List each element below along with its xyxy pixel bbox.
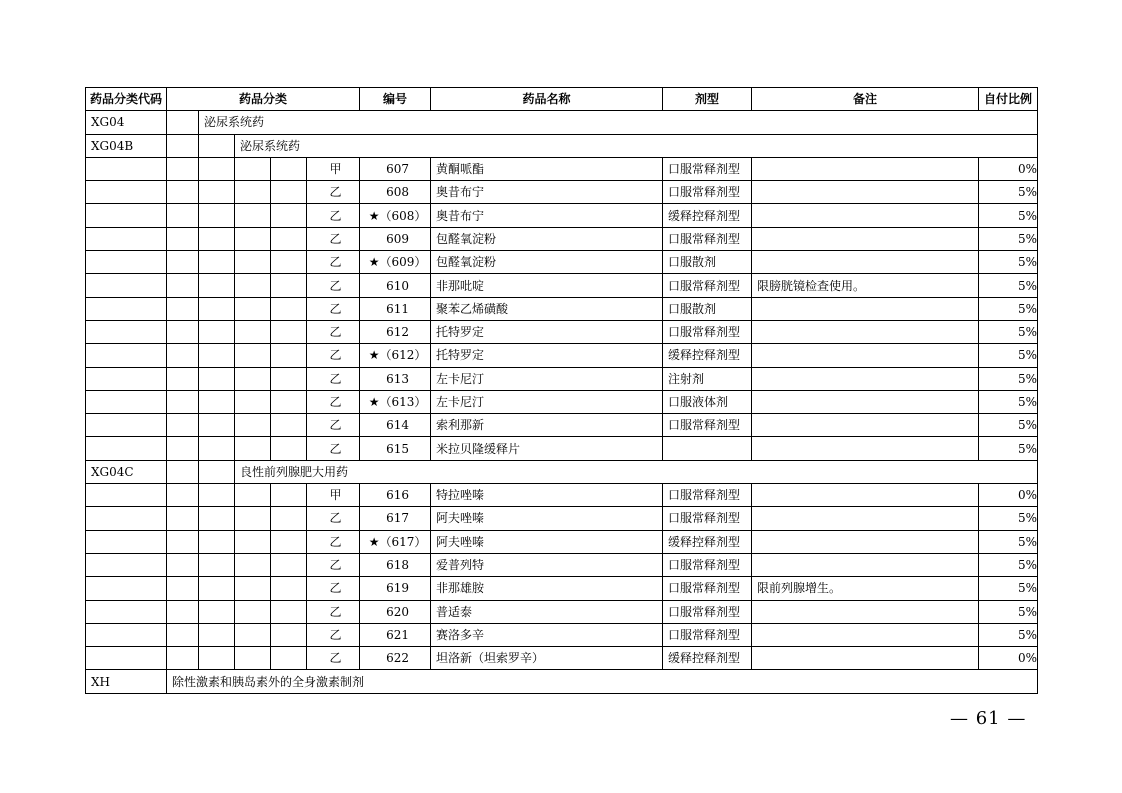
copay-ratio: 5% (979, 553, 1038, 576)
empty-cell (167, 553, 199, 576)
empty-cell (199, 530, 235, 553)
drug-number: 613 (360, 367, 431, 390)
empty-cell (167, 507, 199, 530)
section-name: 除性激素和胰岛素外的全身激素制剂 (167, 670, 1038, 693)
empty-cell (86, 297, 167, 320)
empty-cell (271, 647, 307, 670)
empty-cell (86, 647, 167, 670)
dosage-form: 缓释控释剂型 (663, 204, 752, 227)
remarks (752, 344, 979, 367)
empty-cell (86, 437, 167, 460)
dosage-form: 缓释控释剂型 (663, 530, 752, 553)
drug-name: 非那吡啶 (431, 274, 663, 297)
remarks (752, 390, 979, 413)
empty-cell (235, 530, 271, 553)
empty-cell (271, 274, 307, 297)
empty-cell (235, 507, 271, 530)
dosage-form: 口服常释剂型 (663, 600, 752, 623)
remarks (752, 157, 979, 180)
table-row (86, 437, 1038, 460)
dosage-form: 口服常释剂型 (663, 157, 752, 180)
empty-cell (271, 297, 307, 320)
dosage-form: 缓释控释剂型 (663, 344, 752, 367)
dosage-form: 口服常释剂型 (663, 274, 752, 297)
empty-cell (167, 181, 199, 204)
empty-cell (271, 320, 307, 343)
remarks (752, 297, 979, 320)
drug-number: 618 (360, 553, 431, 576)
header-category-code: 药品分类代码 (86, 88, 167, 111)
indent-cell (167, 460, 199, 483)
empty-cell (86, 227, 167, 250)
drug-grade: 乙 (307, 367, 360, 390)
dosage-form: 口服散剂 (663, 251, 752, 274)
copay-ratio: 5% (979, 204, 1038, 227)
drug-name: 阿夫唑嗪 (431, 507, 663, 530)
empty-cell (167, 414, 199, 437)
empty-cell (271, 227, 307, 250)
drug-name: 左卡尼汀 (431, 390, 663, 413)
drug-grade: 乙 (307, 274, 360, 297)
table-row (86, 647, 1038, 670)
table-row (86, 297, 1038, 320)
empty-cell (271, 204, 307, 227)
empty-cell (86, 414, 167, 437)
empty-cell (167, 367, 199, 390)
empty-cell (271, 437, 307, 460)
dosage-form: 口服常释剂型 (663, 320, 752, 343)
drug-grade: 乙 (307, 414, 360, 437)
empty-cell (86, 553, 167, 576)
empty-cell (199, 367, 235, 390)
empty-cell (86, 181, 167, 204)
empty-cell (86, 600, 167, 623)
drug-number: 614 (360, 414, 431, 437)
remarks (752, 181, 979, 204)
drug-number: 610 (360, 274, 431, 297)
drug-grade: 乙 (307, 344, 360, 367)
empty-cell (167, 647, 199, 670)
drug-number: 611 (360, 297, 431, 320)
dosage-form: 缓释控释剂型 (663, 647, 752, 670)
empty-cell (86, 390, 167, 413)
table-row (86, 181, 1038, 204)
empty-cell (199, 600, 235, 623)
empty-cell (271, 484, 307, 507)
table-row (86, 367, 1038, 390)
empty-cell (86, 623, 167, 646)
empty-cell (199, 297, 235, 320)
dosage-form: 口服常释剂型 (663, 507, 752, 530)
header-dosage-form: 剂型 (663, 88, 752, 111)
table-row (86, 344, 1038, 367)
empty-cell (271, 530, 307, 553)
remarks: 限前列腺增生。 (752, 577, 979, 600)
empty-cell (271, 344, 307, 367)
copay-ratio: 5% (979, 251, 1038, 274)
empty-cell (199, 390, 235, 413)
section-code: XG04C (86, 460, 167, 483)
drug-number: ★（612） (360, 344, 431, 367)
table-row (86, 553, 1038, 576)
empty-cell (235, 437, 271, 460)
empty-cell (167, 320, 199, 343)
empty-cell (235, 227, 271, 250)
drug-grade: 乙 (307, 297, 360, 320)
empty-cell (86, 344, 167, 367)
dosage-form: 口服常释剂型 (663, 181, 752, 204)
dosage-form: 口服常释剂型 (663, 577, 752, 600)
empty-cell (271, 251, 307, 274)
drug-grade: 乙 (307, 390, 360, 413)
drug-grade: 乙 (307, 251, 360, 274)
table-row (86, 623, 1038, 646)
empty-cell (199, 553, 235, 576)
empty-cell (199, 344, 235, 367)
drug-grade: 甲 (307, 484, 360, 507)
copay-ratio: 5% (979, 344, 1038, 367)
section-name: 泌尿系统药 (199, 111, 1038, 134)
drug-name: 奥昔布宁 (431, 181, 663, 204)
drug-name: 包醛氧淀粉 (431, 251, 663, 274)
section-row (86, 460, 1038, 483)
section-row (86, 134, 1038, 157)
drug-grade: 乙 (307, 437, 360, 460)
empty-cell (167, 204, 199, 227)
empty-cell (271, 623, 307, 646)
empty-cell (167, 157, 199, 180)
drug-grade: 乙 (307, 647, 360, 670)
drug-name: 非那雄胺 (431, 577, 663, 600)
drug-name: 坦洛新（坦索罗辛） (431, 647, 663, 670)
drug-catalog-table (85, 87, 1038, 694)
remarks (752, 367, 979, 390)
table-row (86, 274, 1038, 297)
empty-cell (235, 577, 271, 600)
section-name: 良性前列腺肥大用药 (235, 460, 1038, 483)
empty-cell (235, 600, 271, 623)
empty-cell (199, 251, 235, 274)
table-row (86, 157, 1038, 180)
table-row (86, 204, 1038, 227)
remarks (752, 227, 979, 250)
empty-cell (271, 181, 307, 204)
table-row (86, 530, 1038, 553)
remarks (752, 484, 979, 507)
empty-cell (86, 484, 167, 507)
remarks (752, 320, 979, 343)
empty-cell (167, 390, 199, 413)
remarks (752, 507, 979, 530)
empty-cell (235, 204, 271, 227)
empty-cell (86, 507, 167, 530)
drug-number: ★（617） (360, 530, 431, 553)
empty-cell (235, 484, 271, 507)
drug-grade: 乙 (307, 204, 360, 227)
copay-ratio: 5% (979, 390, 1038, 413)
empty-cell (235, 367, 271, 390)
header-copay-ratio: 自付比例 (979, 88, 1038, 111)
drug-name: 赛洛多辛 (431, 623, 663, 646)
empty-cell (271, 553, 307, 576)
empty-cell (235, 623, 271, 646)
table-row (86, 600, 1038, 623)
empty-cell (199, 507, 235, 530)
drug-number: 622 (360, 647, 431, 670)
empty-cell (86, 367, 167, 390)
drug-grade: 乙 (307, 577, 360, 600)
drug-number: ★（609） (360, 251, 431, 274)
drug-grade: 乙 (307, 600, 360, 623)
section-code: XG04B (86, 134, 167, 157)
section-row (86, 111, 1038, 134)
indent-cell (199, 134, 235, 157)
drug-number: 608 (360, 181, 431, 204)
dosage-form: 口服常释剂型 (663, 623, 752, 646)
copay-ratio: 5% (979, 600, 1038, 623)
empty-cell (235, 647, 271, 670)
empty-cell (167, 623, 199, 646)
table-row (86, 227, 1038, 250)
empty-cell (86, 274, 167, 297)
drug-grade: 乙 (307, 227, 360, 250)
drug-grade: 乙 (307, 181, 360, 204)
table-row (86, 484, 1038, 507)
empty-cell (271, 157, 307, 180)
empty-cell (271, 507, 307, 530)
empty-cell (167, 530, 199, 553)
empty-cell (235, 181, 271, 204)
header-category: 药品分类 (167, 88, 360, 111)
section-code: XH (86, 670, 167, 693)
empty-cell (199, 227, 235, 250)
drug-number: 619 (360, 577, 431, 600)
drug-grade: 乙 (307, 553, 360, 576)
empty-cell (235, 157, 271, 180)
empty-cell (235, 297, 271, 320)
empty-cell (235, 274, 271, 297)
remarks (752, 600, 979, 623)
table-header-row (86, 88, 1038, 111)
empty-cell (199, 320, 235, 343)
drug-number: 607 (360, 157, 431, 180)
drug-number: 612 (360, 320, 431, 343)
empty-cell (86, 530, 167, 553)
drug-number: 615 (360, 437, 431, 460)
table-row (86, 577, 1038, 600)
indent-cell (167, 134, 199, 157)
copay-ratio: 5% (979, 274, 1038, 297)
copay-ratio: 5% (979, 297, 1038, 320)
drug-number: 621 (360, 623, 431, 646)
drug-name: 包醛氧淀粉 (431, 227, 663, 250)
remarks (752, 204, 979, 227)
drug-name: 普适泰 (431, 600, 663, 623)
dosage-form: 口服常释剂型 (663, 414, 752, 437)
copay-ratio: 5% (979, 414, 1038, 437)
drug-name: 索利那新 (431, 414, 663, 437)
dosage-form: 注射剂 (663, 367, 752, 390)
header-drug-name: 药品名称 (431, 88, 663, 111)
copay-ratio: 5% (979, 437, 1038, 460)
copay-ratio: 5% (979, 367, 1038, 390)
remarks (752, 647, 979, 670)
drug-number: 620 (360, 600, 431, 623)
indent-cell (199, 460, 235, 483)
empty-cell (235, 251, 271, 274)
copay-ratio: 0% (979, 647, 1038, 670)
dosage-form: 口服液体剂 (663, 390, 752, 413)
empty-cell (235, 390, 271, 413)
table-row (86, 507, 1038, 530)
empty-cell (167, 297, 199, 320)
empty-cell (86, 204, 167, 227)
header-number: 编号 (360, 88, 431, 111)
copay-ratio: 5% (979, 577, 1038, 600)
empty-cell (199, 577, 235, 600)
empty-cell (199, 437, 235, 460)
empty-cell (271, 414, 307, 437)
empty-cell (199, 484, 235, 507)
empty-cell (199, 204, 235, 227)
drug-name: 特拉唑嗪 (431, 484, 663, 507)
table-row (86, 414, 1038, 437)
section-code: XG04 (86, 111, 167, 134)
empty-cell (167, 577, 199, 600)
remarks (752, 251, 979, 274)
dosage-form: 口服常释剂型 (663, 553, 752, 576)
drug-name: 爱普列特 (431, 553, 663, 576)
section-row (86, 670, 1038, 693)
drug-grade: 乙 (307, 320, 360, 343)
remarks (752, 414, 979, 437)
page-number: — 61 — (950, 708, 1027, 729)
copay-ratio: 5% (979, 530, 1038, 553)
empty-cell (199, 623, 235, 646)
drug-name: 左卡尼汀 (431, 367, 663, 390)
remarks (752, 437, 979, 460)
dosage-form: 口服常释剂型 (663, 227, 752, 250)
empty-cell (199, 157, 235, 180)
drug-grade: 乙 (307, 530, 360, 553)
empty-cell (86, 251, 167, 274)
remarks (752, 530, 979, 553)
drug-name: 托特罗定 (431, 344, 663, 367)
empty-cell (167, 227, 199, 250)
copay-ratio: 0% (979, 484, 1038, 507)
drug-number: ★（613） (360, 390, 431, 413)
drug-name: 阿夫唑嗪 (431, 530, 663, 553)
indent-cell (167, 111, 199, 134)
empty-cell (167, 437, 199, 460)
drug-number: ★（608） (360, 204, 431, 227)
drug-name: 聚苯乙烯磺酸 (431, 297, 663, 320)
empty-cell (271, 390, 307, 413)
copay-ratio: 5% (979, 320, 1038, 343)
copay-ratio: 5% (979, 181, 1038, 204)
table-row (86, 251, 1038, 274)
empty-cell (167, 484, 199, 507)
table-row (86, 320, 1038, 343)
drug-name: 米拉贝隆缓释片 (431, 437, 663, 460)
drug-grade: 甲 (307, 157, 360, 180)
empty-cell (235, 414, 271, 437)
empty-cell (167, 251, 199, 274)
table-body (86, 111, 1038, 693)
drug-grade: 乙 (307, 623, 360, 646)
empty-cell (271, 367, 307, 390)
empty-cell (271, 577, 307, 600)
copay-ratio: 5% (979, 623, 1038, 646)
table-row (86, 390, 1038, 413)
drug-name: 奥昔布宁 (431, 204, 663, 227)
drug-number: 616 (360, 484, 431, 507)
copay-ratio: 5% (979, 227, 1038, 250)
empty-cell (235, 553, 271, 576)
remarks: 限膀胱镜检查使用。 (752, 274, 979, 297)
dosage-form: 口服散剂 (663, 297, 752, 320)
empty-cell (199, 647, 235, 670)
empty-cell (86, 157, 167, 180)
remarks (752, 623, 979, 646)
empty-cell (271, 600, 307, 623)
empty-cell (235, 344, 271, 367)
section-name: 泌尿系统药 (235, 134, 1038, 157)
empty-cell (199, 274, 235, 297)
empty-cell (167, 274, 199, 297)
drug-name: 黄酮哌酯 (431, 157, 663, 180)
dosage-form: 口服常释剂型 (663, 484, 752, 507)
header-remarks: 备注 (752, 88, 979, 111)
copay-ratio: 0% (979, 157, 1038, 180)
drug-number: 609 (360, 227, 431, 250)
drug-grade: 乙 (307, 507, 360, 530)
remarks (752, 553, 979, 576)
empty-cell (167, 600, 199, 623)
empty-cell (199, 181, 235, 204)
empty-cell (199, 414, 235, 437)
empty-cell (167, 344, 199, 367)
empty-cell (235, 320, 271, 343)
empty-cell (86, 320, 167, 343)
copay-ratio: 5% (979, 507, 1038, 530)
drug-name: 托特罗定 (431, 320, 663, 343)
dosage-form (663, 437, 752, 460)
drug-number: 617 (360, 507, 431, 530)
empty-cell (86, 577, 167, 600)
